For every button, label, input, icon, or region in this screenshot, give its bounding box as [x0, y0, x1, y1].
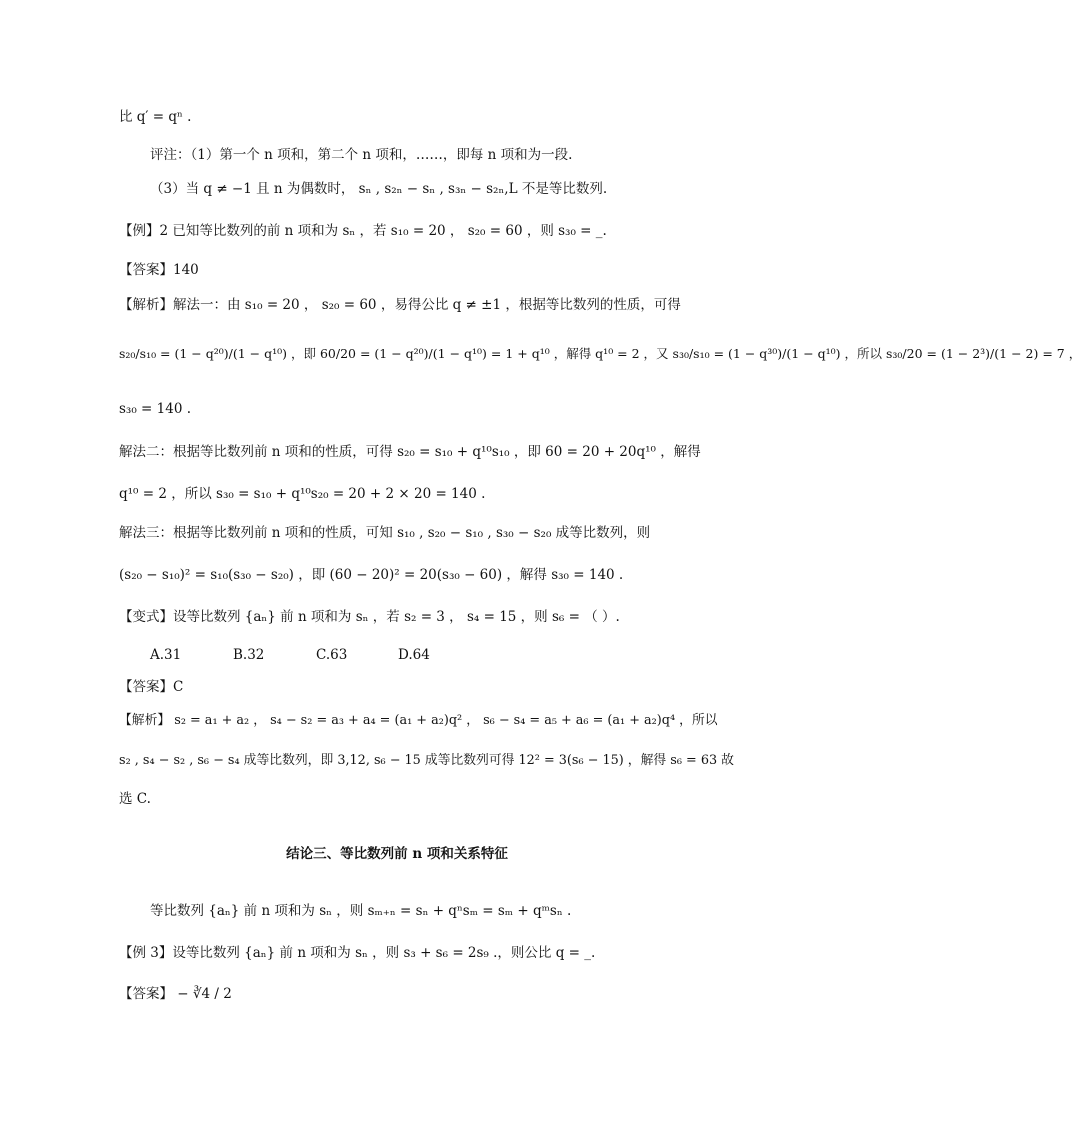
text-line: 解法三：根据等比数列前 n 项和的性质，可知 s₁₀ , s₂₀ − s₁₀ , s₃₀ − s₂₀ 成等比数列，则: [119, 525, 651, 541]
section-heading: 结论三、等比数列前 n 项和关系特征: [286, 846, 508, 862]
option-b: B.32: [233, 647, 265, 663]
text-line: s₂₀/s₁₀ = (1 − q²⁰)/(1 − q¹⁰) ，即 60/20 = (1 − q²⁰)/(1 − q¹⁰) = 1 + q¹⁰ ，解得 q¹⁰ = 2 ，又 s₃₀/s₁₀ = (1 − q³⁰)/(1 − q¹⁰) ，所以 s₃₀/20 = (1 − 2³)/(1 − 2) = 7 ，: [119, 346, 1081, 361]
text-line: 解法二：根据等比数列前 n 项和的性质，可得 s₂₀ = s₁₀ + q¹⁰s₁₀ ，即 60 = 20 + 20q¹⁰ ，解得: [119, 444, 701, 460]
text-line: 【变式】设等比数列 {aₙ} 前 n 项和为 sₙ ，若 s₂ = 3 ， s₄ = 15 ，则 s₆ = （ ）.: [119, 609, 620, 625]
option-a: A.31: [150, 647, 182, 663]
text-line: 【答案】140: [119, 262, 199, 278]
text-line: （3）当 q ≠ −1 且 n 为偶数时， sₙ , s₂ₙ − sₙ , s₃ₙ − s₂ₙ,L 不是等比数列.: [150, 181, 608, 197]
text-line: 选 C.: [119, 791, 151, 807]
text-line: 等比数列 {aₙ} 前 n 项和为 sₙ ，则 sₘ₊ₙ = sₙ + qⁿsₘ = sₘ + qᵐsₙ .: [150, 903, 572, 919]
text-line: 【解析】 s₂ = a₁ + a₂ ， s₄ − s₂ = a₃ + a₄ = (a₁ + a₂)q² ， s₆ − s₄ = a₅ + a₆ = (a₁ + a₂)q⁴ ，所以: [119, 713, 718, 728]
text-line: 【答案】C: [119, 679, 184, 695]
text-line: 评注：（1）第一个 n 项和，第二个 n 项和，……，即每 n 项和为一段.: [150, 147, 573, 163]
text-line: s₃₀ = 140 .: [119, 401, 191, 417]
text-line: (s₂₀ − s₁₀)² = s₁₀(s₃₀ − s₂₀) ，即 (60 − 20)² = 20(s₃₀ − 60) ，解得 s₃₀ = 140 .: [119, 567, 624, 583]
text-line: 【答案】 − ∛4 / 2: [119, 986, 232, 1002]
text-line: s₂ , s₄ − s₂ , s₆ − s₄ 成等比数列，即 3,12, s₆ − 15 成等比数列可得 12² = 3(s₆ − 15) ，解得 s₆ = 63 故: [119, 753, 734, 768]
option-c: C.63: [316, 647, 348, 663]
text-line: 比 q′ = qⁿ .: [119, 109, 192, 125]
text-line: 【例】2 已知等比数列的前 n 项和为 sₙ ，若 s₁₀ = 20 ， s₂₀ = 60 ，则 s₃₀ = _.: [119, 223, 607, 239]
text-line: 【解析】解法一：由 s₁₀ = 20 ， s₂₀ = 60 ，易得公比 q ≠ ±1 ，根据等比数列的性质，可得: [119, 297, 681, 313]
text-line: q¹⁰ = 2 ，所以 s₃₀ = s₁₀ + q¹⁰s₂₀ = 20 + 2 × 20 = 140 .: [119, 486, 486, 502]
text-line: 【例 3】设等比数列 {aₙ} 前 n 项和为 sₙ ，则 s₃ + s₆ = 2s₉ .，则公比 q = _.: [119, 945, 596, 961]
option-d: D.64: [398, 647, 430, 663]
